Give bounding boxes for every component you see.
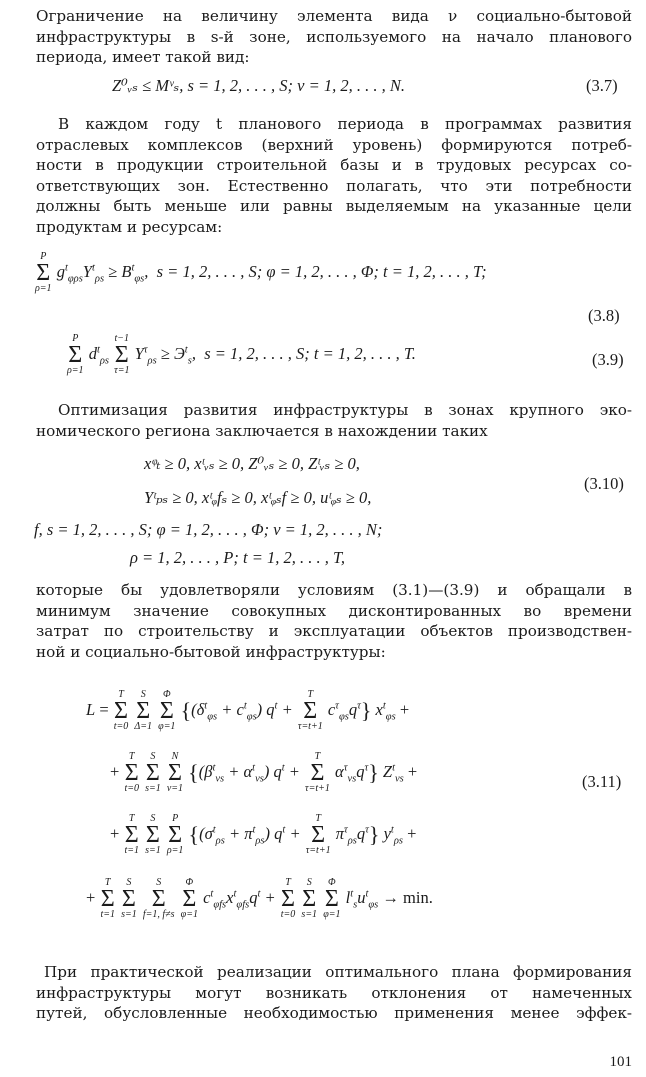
sum-symbol: P Σ ρ=1 — [35, 251, 52, 294]
equation-3-11-line-2: + T Σ t=0 S Σ s=1 N Σ ν=1 {$(\beta^t_{\nu s} + \alpha^t_{\nu s}) q^t$ + T Σ τ=t+1 $\alpha^\tau_{\nu s}q^\tau$} $Z^t_{\nu s}$ + — [110, 751, 418, 794]
sum-symbol: T Σ t=1 — [124, 813, 139, 856]
equation-tail: s = 1, 2, . . . , S; φ = 1, 2, . . . , Φ; t = 1, 2, . . . , T; — [156, 261, 487, 281]
sum-symbol: Φ Σ φ=1 — [323, 877, 341, 920]
equation-3-11-line-4: + T Σ t=1 S Σ s=1 S Σ f=1, f≠s Φ Σ φ=1 $c^t_{\varphi fs}x^t_{\varphi fs}q^t$ + T Σ t=0 S Σ s=1 Φ Σ φ=1 $l^t_su^t_{\varphi s} \to \min$. — [86, 877, 433, 920]
sum-symbol: S Σ s=1 — [145, 751, 161, 794]
sum-symbol: T Σ τ=t+1 — [305, 813, 331, 856]
equation-3-11-line-1: L = T Σ t=0 S Σ Δ=1 Φ Σ φ=1 {$(\delta^t_{\varphi s} + c^t_{\varphi s}) q^t$ + T Σ τ=t+1 $c^\tau_{\varphi s}q^\tau$} $x^t_{\varphi s}$ + — [86, 689, 410, 732]
equation-number: (3.7) — [586, 76, 618, 95]
text-line: отраслевых комплексов (верхний уровень) формируются потреб- — [36, 135, 632, 154]
sum-symbol: T Σ τ=t+1 — [305, 751, 330, 794]
text-line: путей, обусловленные необходимостью применения менее эффек- — [36, 1004, 632, 1023]
minimize-marker: → min. — [382, 887, 433, 907]
sum-symbol: S Σ s=1 — [301, 877, 318, 920]
sum-symbol: t−1 Σ τ=1 — [114, 333, 130, 376]
text-line: При практической реализации оптимального плана формирования — [44, 963, 632, 981]
text-line: инфраструктуры в s-й зоне, используемого на начало планового — [36, 27, 632, 46]
sum-symbol: T Σ t=0 — [280, 877, 296, 920]
equation-3-10-line-3: f, s = 1, 2, . . . , S; φ = 1, 2, . . . , Φ; ν = 1, 2, . . . , N; — [34, 520, 383, 539]
sum-symbol: P Σ ρ=1 — [166, 813, 184, 856]
text-line: инфраструктуры могут возникать отклонения от намеченных — [36, 983, 632, 1002]
text-line: минимум значение совокупных дисконтированных во времени — [36, 601, 632, 620]
sum-symbol: S Σ s=1 — [121, 877, 137, 920]
equation-number: (3.11) — [582, 772, 622, 791]
sum-symbol: T Σ t=0 — [124, 751, 139, 794]
sum-symbol: S Σ f=1, f≠s — [142, 877, 175, 920]
text-line: затрат по строительству и эксплуатации объектов производствен- — [36, 622, 632, 641]
equation-3-9: P Σ ρ=1 $d^t_{\rho s}$ t−1 Σ τ=1 $Y^\tau_{\rho s} \ge Э^t_s$, s = 1, 2, . . . , S; t = 1, 2, . . . , T. — [67, 333, 416, 376]
equation-tail: s = 1, 2, . . . , S; t = 1, 2, . . . , T. — [204, 343, 416, 363]
equation-number: (3.8) — [588, 306, 620, 325]
sum-symbol: S Σ s=1 — [145, 813, 161, 856]
text-line: которые бы удовлетворяли условиям (3.1)—(3.9) и обращали в — [36, 581, 632, 599]
sum-symbol: T Σ t=0 — [113, 689, 129, 732]
text-line: Ограничение на величину элемента вида ν социально-бытовой — [36, 7, 632, 25]
sum-symbol: Φ Σ φ=1 — [180, 877, 198, 920]
text-line: продуктам и ресурсам: — [36, 217, 223, 236]
sum-symbol: T Σ τ=t+1 — [297, 689, 323, 732]
sum-symbol: S Σ Δ=1 — [134, 689, 153, 732]
sum-symbol: Φ Σ φ=1 — [158, 689, 176, 732]
text-line: В каждом году t планового периода в программах развития — [58, 115, 632, 133]
equation-3-10-line-2: Yᵗₚₛ ≥ 0, xᵗᵩfₛ ≥ 0, xᵗᵩₛf ≥ 0, uᵗᵩₛ ≥ 0, — [144, 488, 372, 507]
paragraph-3 — [36, 400, 632, 441]
paragraph-5 — [36, 962, 632, 1024]
paragraph-4 — [36, 580, 632, 662]
text-line: ности в продукции строительной базы и в трудовых ресурсах со- — [36, 156, 632, 175]
equation-number: (3.10) — [584, 474, 624, 493]
paragraph-2 — [36, 114, 632, 238]
text-line: Оптимизация развития инфраструктуры в зонах крупного эко- — [58, 401, 632, 419]
text-line: периода, имеет такой вид: — [36, 48, 250, 67]
equation-3-7: Z⁰ᵥₛ ≤ Mᵛₛ, s = 1, 2, . . . , S; ν = 1, 2, . . . , N. — [112, 76, 405, 95]
text-line: ответствующих зон. Естественно полагать, что эти потребности — [36, 176, 632, 195]
sum-symbol: T Σ t=1 — [100, 877, 115, 920]
equation-3-10-line-1: xᵠₜ ≥ 0, xᵗᵥₛ ≥ 0, Z⁰ᵥₛ ≥ 0, Zᵗᵥₛ ≥ 0, — [144, 454, 360, 473]
equation-number: (3.9) — [592, 350, 624, 369]
equation-3-10-line-4: ρ = 1, 2, . . . , P; t = 1, 2, . . . , T, — [130, 548, 346, 567]
text-line: номического региона заключается в нахождении таких — [36, 421, 488, 440]
equation-3-8: P Σ ρ=1 $g^t_{\varphi\rho s}Y^t_{\rho s} \ge B^t_{\varphi s}$, s = 1, 2, . . . , S; φ = 1, 2, . . . , Φ; t = 1, 2, . . . , T; — [35, 251, 487, 294]
text-line: должны быть меньше или равны выделяемым на указанные цели — [36, 197, 632, 216]
sum-symbol: N Σ ν=1 — [166, 751, 184, 794]
text-line: ной и социально-бытовой инфраструктуры: — [36, 642, 386, 661]
paragraph-1 — [36, 6, 632, 68]
page-number: 101 — [609, 1054, 632, 1070]
equation-3-11-line-3: + T Σ t=1 S Σ s=1 P Σ ρ=1 {$(\sigma^t_{\rho s} + \pi^t_{\rho s}) q^t$ + T Σ τ=t+1 $\pi^\tau_{\rho s}q^\tau$} $y^t_{\rho s}$ + — [110, 813, 417, 856]
sum-symbol: P Σ ρ=1 — [67, 333, 84, 376]
